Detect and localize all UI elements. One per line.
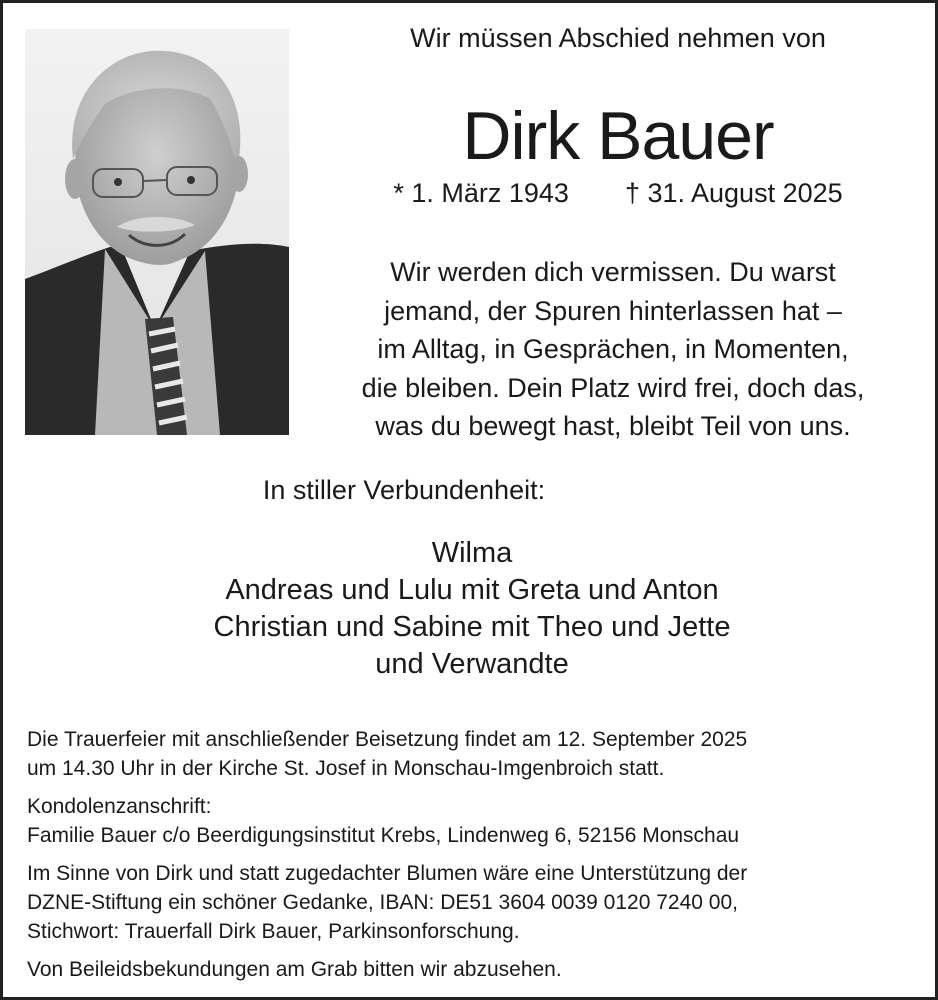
intro-text: Wir müssen Abschied nehmen von xyxy=(410,23,826,53)
birth-date: * 1. März 1943 xyxy=(393,178,569,208)
family-member: und Verwandte xyxy=(375,648,569,680)
portrait-image-icon xyxy=(25,29,289,435)
poem-line: Wir werden dich vermissen. Du warst xyxy=(390,257,836,287)
signoff xyxy=(3,475,938,506)
poem-line: jemand, der Spuren hinterlassen hat – xyxy=(384,295,842,326)
poem-line: im Alltag, in Gesprächen, in Momenten, xyxy=(377,334,849,364)
poem-line: was du bewegt hast, bleibt Teil von uns. xyxy=(375,411,851,441)
ceremony-line: Die Trauerfeier mit anschließender Beisetzung findet am 12. September 2025 xyxy=(27,728,748,751)
portrait-photo xyxy=(25,29,289,435)
donation-line: DZNE-Stiftung ein schöner Gedanke, IBAN: DE51 3604 0039 0120 7240 00, xyxy=(27,891,738,914)
family-list xyxy=(3,535,938,683)
closing-note xyxy=(27,955,917,984)
family-member: Wilma xyxy=(431,537,513,569)
condolence-address xyxy=(27,792,917,850)
family-member: Andreas und Lulu mit Greta und Anton xyxy=(225,574,719,606)
life-dates xyxy=(333,178,903,209)
memorial-poem xyxy=(313,253,913,446)
closing-line: Von Beileidsbekundungen am Grab bitten wir abzusehen. xyxy=(27,958,562,981)
poem-line: die bleiben. Dein Platz wird frei, doch das, xyxy=(361,372,865,403)
signoff-text: In stiller Verbundenheit: xyxy=(262,475,546,505)
ceremony-line: um 14.30 Uhr in der Kirche St. Josef in Monschau-Imgenbroich statt. xyxy=(27,757,665,780)
condolence-line: Familie Bauer c/o Beerdigungsinstitut Krebs, Lindenweg 6, 52156 Monschau xyxy=(27,824,740,847)
death-date: † 31. August 2025 xyxy=(624,178,843,208)
ceremony-info xyxy=(27,725,917,783)
condolence-label: Kondolenzanschrift: xyxy=(27,795,212,818)
donation-info xyxy=(27,859,917,946)
deceased-name: Dirk Bauer xyxy=(462,98,774,174)
donation-line: Stichwort: Trauerfall Dirk Bauer, Parkinsonforschung. xyxy=(27,920,520,943)
family-member: Christian und Sabine mit Theo und Jette xyxy=(213,611,731,643)
donation-line: Im Sinne von Dirk und statt zugedachter Blumen wäre eine Unterstützung der xyxy=(27,862,748,885)
notes-section xyxy=(27,725,917,993)
